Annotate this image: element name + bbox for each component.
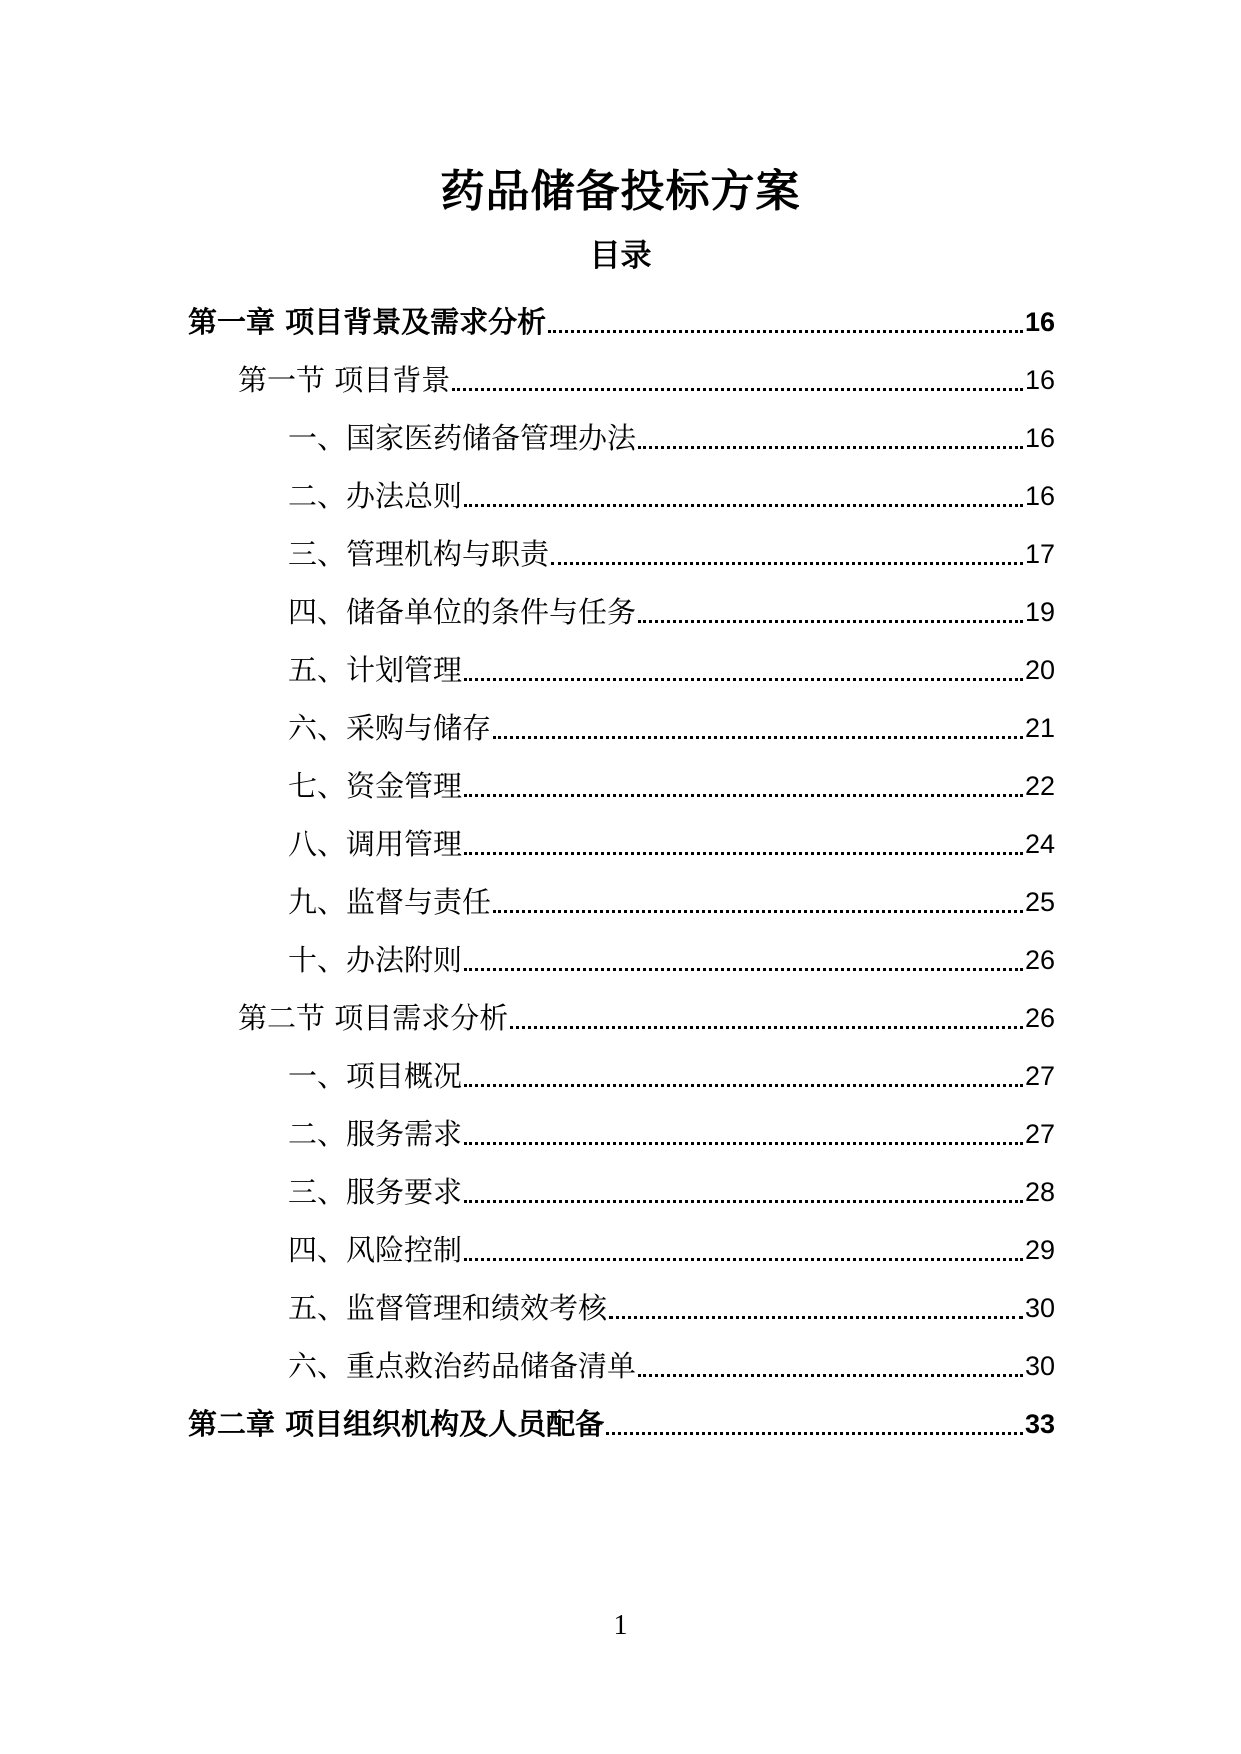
toc-entry-chapter-2[interactable] bbox=[188, 1400, 1055, 1444]
toc-entry-item[interactable] bbox=[288, 1284, 1055, 1328]
document-title: 药品储备投标方案 bbox=[440, 166, 801, 217]
toc-entry-label: 一、项目概况 bbox=[288, 1059, 463, 1093]
toc-entry-page: 30 bbox=[1024, 1351, 1055, 1381]
toc-leader-dots bbox=[464, 1200, 1023, 1203]
toc-entry-label: 第一章 项目背景及需求分析 bbox=[188, 305, 547, 339]
toc-entry-page: 20 bbox=[1024, 655, 1055, 685]
toc-entry-label: 六、重点救治药品储备清单 bbox=[288, 1349, 637, 1383]
toc-entry-page: 16 bbox=[1024, 423, 1055, 453]
toc-entry-page: 29 bbox=[1024, 1235, 1055, 1265]
page-number: 1 bbox=[613, 1610, 628, 1641]
toc-entry-item[interactable] bbox=[288, 530, 1055, 574]
toc-entry-item[interactable] bbox=[288, 414, 1055, 458]
toc-entry-page: 28 bbox=[1024, 1177, 1055, 1207]
toc-entry-label: 九、监督与责任 bbox=[288, 885, 492, 919]
toc-leader-dots bbox=[606, 1432, 1023, 1435]
toc-leader-dots bbox=[638, 446, 1023, 449]
toc-entry-page: 30 bbox=[1024, 1293, 1055, 1323]
toc-entry-label: 四、储备单位的条件与任务 bbox=[288, 595, 637, 629]
toc-entry-item[interactable] bbox=[288, 936, 1055, 980]
toc-leader-dots bbox=[548, 330, 1023, 333]
toc-entry-page: 24 bbox=[1024, 829, 1055, 859]
toc-entry-label: 十、办法附则 bbox=[288, 943, 463, 977]
toc-leader-dots bbox=[464, 968, 1023, 971]
toc-entry-label: 七、资金管理 bbox=[288, 769, 463, 803]
toc-entry-label: 三、管理机构与职责 bbox=[288, 537, 550, 571]
toc-entry-item[interactable] bbox=[288, 762, 1055, 806]
toc-entry-page: 25 bbox=[1024, 887, 1055, 917]
toc-entry-page: 26 bbox=[1024, 945, 1055, 975]
toc-entry-page: 19 bbox=[1024, 597, 1055, 627]
toc-entry-label: 第一节 项目背景 bbox=[238, 363, 451, 397]
toc-entry-label: 二、服务需求 bbox=[288, 1117, 463, 1151]
toc-leader-dots bbox=[510, 1026, 1023, 1029]
toc-entry-label: 第二节 项目需求分析 bbox=[238, 1001, 509, 1035]
toc-entry-label: 六、采购与储存 bbox=[288, 711, 492, 745]
toc-leader-dots bbox=[493, 736, 1023, 739]
toc-leader-dots bbox=[551, 562, 1023, 565]
toc-leader-dots bbox=[638, 620, 1023, 623]
toc-entry-item[interactable] bbox=[288, 704, 1055, 748]
toc-entry-page: 16 bbox=[1024, 481, 1055, 511]
toc-entry-item[interactable] bbox=[288, 646, 1055, 690]
toc-entry-page: 33 bbox=[1024, 1409, 1055, 1439]
toc-entry-label: 二、办法总则 bbox=[288, 479, 463, 513]
toc-entry-page: 26 bbox=[1024, 1003, 1055, 1033]
toc-leader-dots bbox=[464, 1258, 1023, 1261]
toc-entry-item[interactable] bbox=[288, 1052, 1055, 1096]
toc-entry-label: 一、国家医药储备管理办法 bbox=[288, 421, 637, 455]
toc-entry-item[interactable] bbox=[288, 472, 1055, 516]
toc-leader-dots bbox=[464, 794, 1023, 797]
toc-leader-dots bbox=[493, 910, 1023, 913]
toc-leader-dots bbox=[464, 678, 1023, 681]
toc-leader-dots bbox=[464, 852, 1023, 855]
toc-leader-dots bbox=[464, 1142, 1023, 1145]
toc-entry-label: 五、计划管理 bbox=[288, 653, 463, 687]
toc-leader-dots bbox=[638, 1374, 1023, 1377]
toc-entry-page: 17 bbox=[1024, 539, 1055, 569]
toc-entry-page: 27 bbox=[1024, 1061, 1055, 1091]
toc-heading: 目录 bbox=[589, 238, 652, 274]
toc-entry-chapter-1[interactable] bbox=[188, 298, 1055, 342]
toc-entry-label: 五、监督管理和绩效考核 bbox=[288, 1291, 608, 1325]
toc-entry-section-2[interactable] bbox=[238, 994, 1055, 1038]
toc-entry-page: 27 bbox=[1024, 1119, 1055, 1149]
toc-leader-dots bbox=[464, 504, 1023, 507]
toc-entry-label: 四、风险控制 bbox=[288, 1233, 463, 1267]
toc-entry-label: 第二章 项目组织机构及人员配备 bbox=[188, 1407, 605, 1441]
toc-leader-dots bbox=[609, 1316, 1023, 1319]
toc-entry-page: 16 bbox=[1024, 307, 1055, 337]
toc-entry-item[interactable] bbox=[288, 1226, 1055, 1270]
toc-entry-item[interactable] bbox=[288, 588, 1055, 632]
toc-entry-item[interactable] bbox=[288, 820, 1055, 864]
toc-leader-dots bbox=[464, 1084, 1023, 1087]
toc-entry-section-1[interactable] bbox=[238, 356, 1055, 400]
toc-entry-page: 16 bbox=[1024, 365, 1055, 395]
toc-leader-dots bbox=[452, 388, 1023, 391]
toc-entry-item[interactable] bbox=[288, 1342, 1055, 1386]
toc-entry-label: 三、服务要求 bbox=[288, 1175, 463, 1209]
toc-entry-item[interactable] bbox=[288, 1110, 1055, 1154]
toc-entry-item[interactable] bbox=[288, 878, 1055, 922]
toc-entry-page: 21 bbox=[1024, 713, 1055, 743]
toc-entry-item[interactable] bbox=[288, 1168, 1055, 1212]
toc-entry-label: 八、调用管理 bbox=[288, 827, 463, 861]
toc-entry-page: 22 bbox=[1024, 771, 1055, 801]
